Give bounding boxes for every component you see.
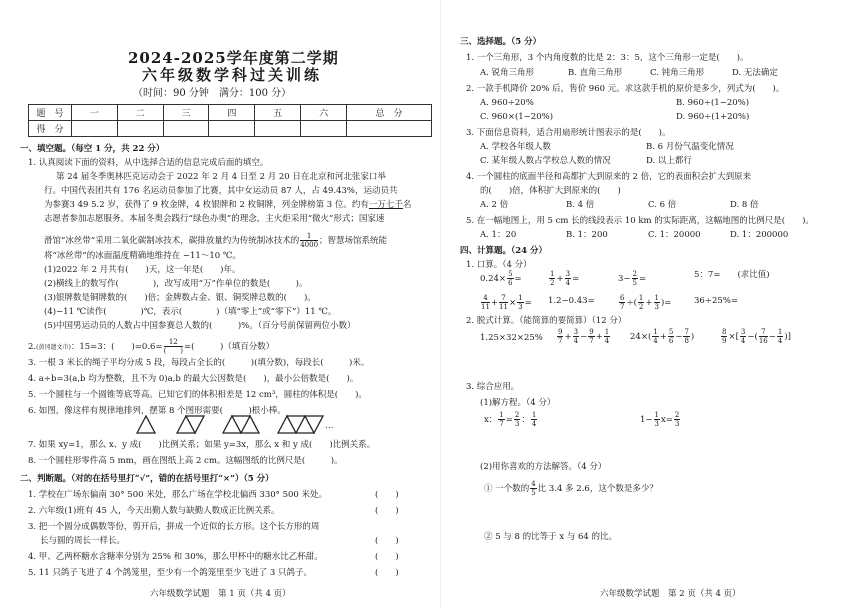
equation-item: 1− $\frac{1}{3}$ x= $\frac{2}{3}$ [640,411,680,428]
answer-paren[interactable]: ( ) [375,490,399,500]
exam-title: 六年级数学科过关训练 [142,66,323,84]
option[interactable]: D. 960÷(1+20%) [676,112,750,122]
judge-4: 4. 甲、乙两杯糖水含糖率分别为 25% 和 30%，那么甲杯中的糖水比乙杯甜。 [28,552,323,562]
score-cell[interactable] [163,121,209,137]
score-cell[interactable] [117,121,163,137]
triangle-figure-3 [223,416,259,433]
score-header-cell: 二 [117,105,163,121]
option[interactable]: C. 某年级人数占学校总人数的情况 [480,156,611,166]
score-table [28,104,432,137]
judge-5: 5. 11 只鸽子飞进了 4 个鸽笼里，至少有一个鸽笼里至少飞进了 3 只鸽子。 [28,568,312,578]
answer-paren[interactable]: ( ) [375,536,399,546]
mental-calc-item: $\frac{1}{2}$ + $\frac{3}{4}$ = [550,270,580,287]
score-table-header-row [29,105,432,121]
question-2: 2.(黄冈遗文市)：15=3：( )=0.6= $\frac{12}{( )}$ =( )（填百分数） [28,338,275,355]
option[interactable]: B. 直角三角形 [568,68,623,78]
judge-1: 1. 学校在广场东偏南 30° 500 米处，那么广场在学校北偏西 330° 500 米处。 [28,490,328,500]
fraction: $\frac{1}{4000}$ [300,232,319,249]
expression-item: 1.25×32×25% [480,333,543,343]
option[interactable]: C. 钝角三角形 [650,68,705,78]
choice-q4: 4. 一个圆柱的底面半径和高都扩大到原来的 2 倍，它的表面积会扩大到原来 [466,172,752,182]
exam-title-year: 2024-2025学年度第二学期 [128,49,339,67]
question-7: 7. 如果 xy=1，那么 x、y 成( )比例关系；如果 y=3x，那么 x 和 y 成( )比例关系。 [28,440,376,450]
answer-paren[interactable]: ( ) [375,506,399,516]
question-5: 5. 一个圆柱与一个圆锥等底等高。已知它们的体积相差是 12 cm³，圆柱的体积是( )。 [28,390,367,400]
option[interactable]: A. 学校各年级人数 [480,142,552,152]
calc-1-heading: 1. 口算。（4 分） [466,260,532,270]
score-header-cell: 总 分 [347,105,432,121]
equation-item: x： $\frac{1}{7}$ = $\frac{2}{3}$ ： $\frac{1}{4}$ [484,411,537,428]
choice-q5: 5. 在一幅地图上，用 5 cm 长的线段表示 10 km 的实际距离，这幅地图的比例尺是( )。 [466,216,814,226]
pattern-ellipsis: … [325,421,334,431]
option[interactable]: D. 无法确定 [732,68,778,78]
word-problem-2: ② 5 与 8 的比等于 x 与 64 的比。 [484,532,618,542]
section-2-heading: 二、判断题。（对的在括号里打“√”，错的在括号里打“×”）（5 分） [20,474,274,484]
word-problem-heading: (2)用你喜欢的方法解答。（4 分） [480,462,607,472]
expression-item: $\frac{8}{9}$ ×[ $\frac{3}{4}$ −( $\frac{7}{16}$ − $\frac{1}{4}$ )] [722,328,791,345]
judge-3-cont: 长与圆的周长一样长。 [40,536,126,546]
mental-calc-item: 36÷25%= [694,296,738,306]
page-divider [440,0,441,608]
option[interactable]: A. 锐角三角形 [480,68,535,78]
equation-heading: (1)解方程。（4 分） [480,398,556,408]
score-cell[interactable] [255,121,301,137]
question-3: 3. 一根 3 米长的绳子平均分成 5 段，每段占全长的( )(填分数)，每段长( )米。 [28,358,370,368]
section-4-heading: 四、计算题。（24 分） [460,246,548,256]
calc-3-heading: 3. 综合应用。 [466,382,520,392]
option[interactable]: A. 2 倍 [480,200,509,210]
triangle-figure-1 [137,416,155,433]
option[interactable]: D. 以上都行 [646,156,692,166]
expression-item: $\frac{9}{7}$ + $\frac{3}{4}$ − $\frac{9}{7}$ + $\frac{1}{4}$ [558,328,610,345]
score-header-cell: 三 [163,105,209,121]
option[interactable]: D. 1：200000 [730,230,789,240]
score-cell[interactable] [72,121,118,137]
answer-paren[interactable]: ( ) [375,568,399,578]
option[interactable]: C. 6 倍 [648,200,677,210]
mental-calc-item: $\frac{6}{7}$ ÷( $\frac{1}{2}$ + $\frac{1}{3}$ )= [620,294,672,311]
sub-question: (5)中国男运动员的人数占中国参赛总人数的( )%。（百分号前保留两位小数） [44,321,356,331]
question-6: 6. 如图，像这样有规律地排列，摆第 8 个图形需要( )根小棒。 [28,406,286,416]
option[interactable]: A. 1：20 [480,230,517,240]
judge-3: 3. 把一个圆分成偶数等份，剪开后，拼成一个近似的长方形。这个长方形的周 [28,522,320,532]
score-cell[interactable] [347,121,432,137]
expression-item: 24×( $\frac{1}{4}$ + $\frac{5}{6}$ − $\frac{7}{8}$ ) [630,328,695,345]
exam-subtitle: （时间：90 分钟 满分：100 分） [133,88,292,99]
choice-q3: 3. 下面信息资料，适合用扇形统计图表示的是( )。 [466,128,671,138]
option[interactable]: A. 960÷20% [480,98,534,108]
score-header-cell: 一 [72,105,118,121]
sub-question: (2)横线上的数写作( )，改写成用“万”作单位的数是( )。 [44,279,308,289]
stick-pattern-figure [135,413,355,435]
score-header-cell: 六 [301,105,347,121]
word-problem-1: ① 一个数的 $\frac{4}{5}$ 比 3.4 多 2.6，这个数是多少？ [484,480,658,497]
passage-line: 第 24 届冬季奥林匹克运动会于 2022 年 2 月 4 日至 2 月 20 日在北京和河北张家口举 [56,172,386,182]
score-cell[interactable] [301,121,347,137]
mental-calc-item: 0.24× $\frac{5}{6}$ = [480,270,522,287]
section-3-heading: 三、选择题。（5 分） [460,37,542,47]
passage-line: 滑馆“冰丝带”采用二氧化碳制冰技术，碳排放量约为传统制冰技术的 $\frac{1}{4000}$ ；智慧场馆系统能 [44,232,388,249]
passage-line: 将“冰丝带”的冰面温度精确地维持在 −11～10 ℃。 [44,251,241,261]
option[interactable]: B. 960÷(1−20%) [676,98,750,108]
passage-line: 行。中国代表团共有 176 名运动员参加了比赛，其中女运动员 87 人，占 49.43%，运动员共 [44,186,398,196]
sub-question: (3)银牌数是铜牌数的( )倍；金牌数占金、银、铜奖牌总数的( )。 [44,293,316,303]
passage-line: 志愿者参加志愿服务。本届冬奥会践行“绿色办奥”的理念，主火炬采用“微火”形式；国家速 [44,214,385,224]
choice-q1: 1. 一个三角形，3 个内角度数的比是 2：3：5，这个三角形一定是( )。 [466,53,749,63]
q1-intro: 1. 认真阅读下面的资料，从中选择合适的信息完成后面的填空。 [28,158,269,168]
option[interactable]: B. 1：200 [566,230,608,240]
option[interactable]: B. 6 月份气温变化情况 [646,142,734,152]
score-row-label: 得 分 [29,121,72,137]
calc-2-heading: 2. 脱式计算。（能简算的要简算）（12 分） [466,316,627,326]
answer-paren[interactable]: ( ) [375,552,399,562]
section-1-heading: 一、填空题。（每空 1 分，共 22 分） [20,144,165,154]
score-header-cell: 四 [209,105,255,121]
fraction: $\frac{12}{( )}$ [163,338,184,355]
score-header-cell: 五 [255,105,301,121]
underlined-number: 一万七千 [368,200,403,210]
choice-q4-cont: 的( )倍，体积扩大到原来的( ) [480,186,621,196]
score-cell[interactable] [209,121,255,137]
option[interactable]: D. 8 倍 [730,200,759,210]
score-header-cell: 题 号 [29,105,72,121]
page-1-footer: 六年级数学试题 第 1 页（共 4 页） [150,589,291,599]
triangle-figure-2 [177,416,204,433]
sub-question: (1)2022 年 2 月共有( )天，这一年是( )年。 [44,265,241,275]
option[interactable]: C. 960×(1−20%) [480,112,554,122]
question-4: 4. a÷b=3(a,b 均为整数，且不为 0)a,b 的最大公因数是( )，最小公倍数是( )。 [28,374,359,384]
question-8: 8. 一个圆柱形零件高 5 mm，画在图纸上高 2 cm。这幅图纸的比例尺是( )。 [28,456,343,466]
sub-question: (4)−11 ℃读作( )℃，表示( )（填“零上”或“零下”）11 ℃。 [44,307,337,317]
passage-line: 为参赛3 49 5.2 岁，获得了 9 枚金牌，4 枚银牌和 2 枚铜牌，列金牌榜第 3 位。约有一万七千名 [44,200,412,210]
choice-q2: 2. 一款手机降价 20% 后，售价 960 元。求这款手机的原价是多少，列式为( )。 [466,84,785,94]
mental-calc-item: 5：7= (求比值) [694,270,770,280]
score-table-score-row [29,121,432,137]
judge-2: 2. 六年级(1)班有 45 人，今天出勤人数与缺勤人数成正比例关系。 [28,506,280,516]
option[interactable]: C. 1：20000 [648,230,701,240]
triangle-figure-4 [278,416,323,433]
mental-calc-item: 1.2−0.43= [548,296,595,306]
page-2-footer: 六年级数学试题 第 2 页（共 4 页） [600,589,741,599]
mental-calc-item: $\frac{4}{11}$ + $\frac{7}{11}$ × $\frac{1}{3}$ = [481,294,532,311]
mental-calc-item: 3− $\frac{2}{5}$ = [618,270,647,287]
option[interactable]: B. 4 倍 [566,200,595,210]
